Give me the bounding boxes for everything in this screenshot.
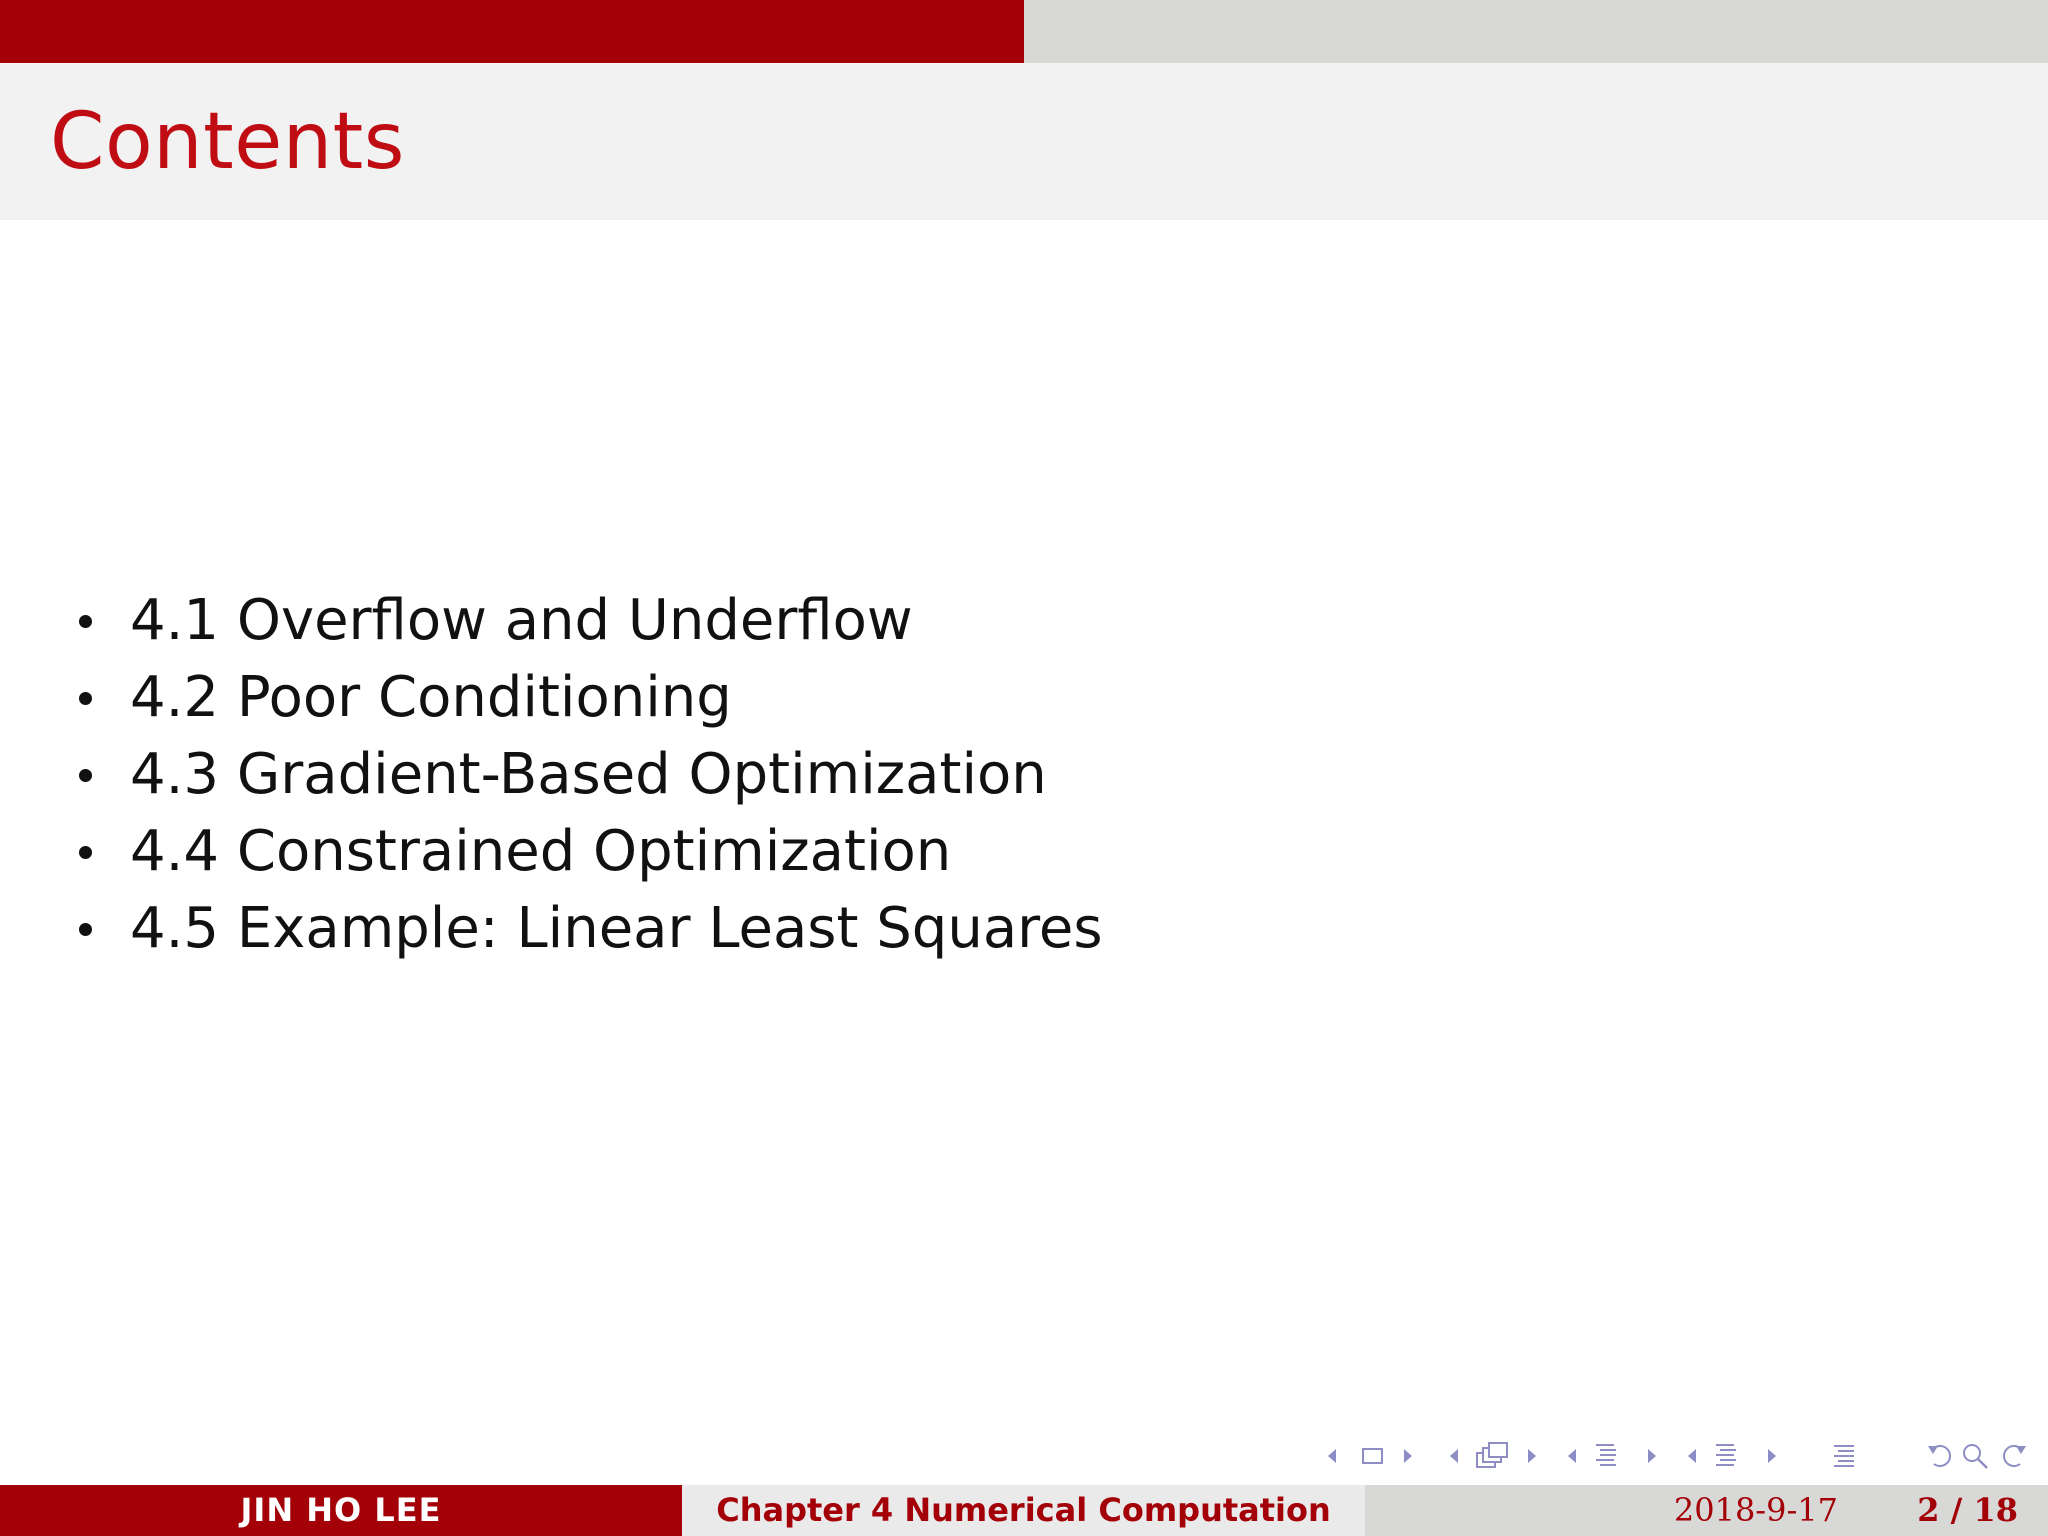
bullet-icon bbox=[79, 615, 92, 628]
footline bbox=[0, 1485, 2048, 1536]
toc-item-label[interactable]: 4.5 Example: Linear Least Squares bbox=[130, 896, 1103, 961]
footer-date: 2018-9-17 bbox=[1673, 1491, 1838, 1529]
next-document-arrow-icon[interactable] bbox=[1762, 1440, 1782, 1472]
toc-item-label[interactable]: 4.1 Overflow and Underflow bbox=[130, 588, 913, 653]
bullet-icon bbox=[79, 846, 92, 859]
title-bar bbox=[0, 63, 2048, 220]
footer-title: Chapter 4 Numerical Computation bbox=[682, 1485, 1365, 1536]
next-slide-arrow-icon[interactable] bbox=[1398, 1440, 1418, 1472]
prev-subsection-arrow-icon[interactable] bbox=[1444, 1440, 1464, 1472]
bullet-icon bbox=[79, 923, 92, 936]
toc-item-linear-least-squares[interactable] bbox=[70, 890, 1103, 967]
align-icon[interactable] bbox=[1830, 1440, 1860, 1472]
toc-item-label[interactable]: 4.4 Constrained Optimization bbox=[130, 819, 952, 884]
progress-bar bbox=[0, 0, 2048, 63]
forward-icon[interactable] bbox=[1996, 1440, 2030, 1472]
page-number: 2 / 18 bbox=[1917, 1491, 2018, 1529]
subsection-icon[interactable] bbox=[1474, 1440, 1510, 1472]
back-icon[interactable] bbox=[1924, 1440, 1958, 1472]
progress-fill bbox=[0, 0, 1024, 63]
prev-section-arrow-icon[interactable] bbox=[1562, 1440, 1582, 1472]
toc-item-poor-conditioning[interactable] bbox=[70, 659, 1103, 736]
navigation-symbols bbox=[1322, 1440, 2032, 1472]
search-icon[interactable] bbox=[1960, 1440, 1992, 1472]
toc-item-constrained-optimization[interactable] bbox=[70, 813, 1103, 890]
toc-item-label[interactable]: 4.2 Poor Conditioning bbox=[130, 665, 732, 730]
next-subsection-arrow-icon[interactable] bbox=[1522, 1440, 1542, 1472]
prev-slide-arrow-icon[interactable] bbox=[1322, 1440, 1342, 1472]
document-icon[interactable] bbox=[1712, 1440, 1742, 1472]
slide-frame-icon[interactable] bbox=[1360, 1440, 1386, 1472]
toc-item-overflow[interactable] bbox=[70, 582, 1103, 659]
bullet-icon bbox=[79, 692, 92, 705]
footer-author: JIN HO LEE bbox=[0, 1485, 682, 1536]
footer-meta bbox=[1365, 1485, 2048, 1536]
toc-item-label[interactable]: 4.3 Gradient-Based Optimization bbox=[130, 742, 1047, 807]
bullet-icon bbox=[79, 769, 92, 782]
toc-item-gradient-optimization[interactable] bbox=[70, 736, 1103, 813]
section-icon[interactable] bbox=[1592, 1440, 1622, 1472]
next-section-arrow-icon[interactable] bbox=[1642, 1440, 1662, 1472]
frame-title: Contents bbox=[50, 97, 405, 187]
contents-list bbox=[70, 582, 1103, 967]
prev-document-arrow-icon[interactable] bbox=[1682, 1440, 1702, 1472]
